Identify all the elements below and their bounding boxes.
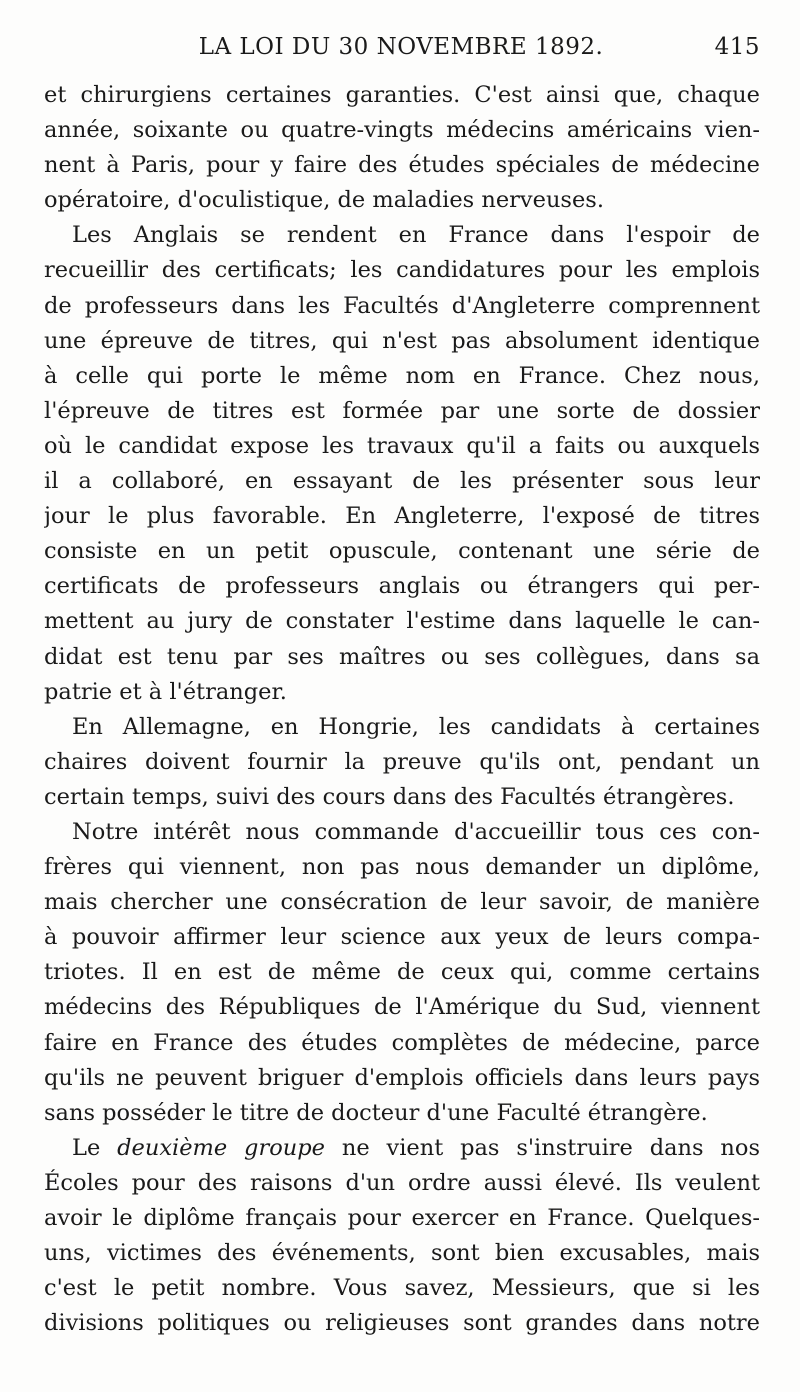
text-line: faire en France des études complètes de médecine, parce [44, 1029, 760, 1056]
text-line: En Allemagne, en Hongrie, les candidats à certaines [72, 713, 760, 740]
text-line: mais chercher une consécration de leur savoir, de manière [44, 889, 760, 916]
italic-text: deuxième groupe [117, 1134, 325, 1161]
text-line: médecins des Républiques de l'Amérique du Sud, viennent [44, 994, 760, 1021]
text-line: mettent au jury de constater l'estime dans laquelle le can- [44, 608, 760, 635]
text-line: certificats de professeurs anglais ou étrangers qui per- [44, 573, 760, 600]
text-line: il a collaboré, en essayant de les présenter sous leur [44, 468, 760, 495]
text-line: triotes. Il en est de même de ceux qui, comme certains [44, 959, 760, 986]
text-line: opératoire, d'oculistique, de maladies nerveuses. [44, 187, 604, 214]
text-line: Notre intérêt nous commande d'accueillir tous ces con- [72, 818, 760, 845]
text-run: Le [72, 1134, 118, 1161]
text-line: consiste en un petit opuscule, contenant une série de [44, 538, 760, 565]
text-line: année, soixante ou quatre-vingts médecins américains vien- [44, 117, 760, 144]
text-line: frères qui viennent, non pas nous demander un diplôme, [44, 854, 760, 881]
text-line: uns, victimes des événements, sont bien excusables, mais [44, 1240, 760, 1267]
text-run: ne vient pas s'instruire dans nos [324, 1134, 760, 1161]
text-line: avoir le diplôme français pour exercer en France. Quelques- [44, 1205, 760, 1231]
text-line: sans posséder le titre de docteur d'une Faculté étrangère. [44, 1099, 708, 1126]
text-line: divisions politiques ou religieuses sont grandes dans notre [44, 1310, 760, 1337]
text-line: didat est tenu par ses maîtres ou ses collègues, dans sa [44, 643, 760, 670]
body-text [44, 78, 760, 1341]
text-line: Écoles pour des raisons d'un ordre aussi élevé. Ils veulent [44, 1169, 760, 1196]
text-line: l'épreuve de titres est formée par une sorte de dossier [44, 397, 760, 424]
page-number: 415 [714, 34, 760, 60]
text-line: c'est le petit nombre. Vous savez, Messieurs, que si les [44, 1275, 760, 1302]
text-line: à celle qui porte le même nom en France. Chez nous, [44, 362, 760, 389]
text-line: une épreuve de titres, qui n'est pas absolument identique [44, 327, 760, 354]
text-line: jour le plus favorable. En Angleterre, l'exposé de titres [44, 503, 760, 530]
text-line: patrie et à l'étranger. [44, 678, 287, 705]
text-line: de professeurs dans les Facultés d'Angleterre comprennent [44, 292, 760, 319]
text-line: et chirurgiens certaines garanties. C'est ainsi que, chaque [44, 82, 760, 108]
text-line: à pouvoir affirmer leur science aux yeux de leurs compa- [44, 924, 760, 951]
text-line: nent à Paris, pour y faire des études spéciales de médecine [44, 152, 760, 179]
text-line [44, 1131, 760, 1166]
text-line: recueillir des certificats; les candidatures pour les emplois [44, 257, 760, 284]
text-line: chaires doivent fournir la preuve qu'ils ont, pendant un [44, 748, 760, 775]
text-line: Les Anglais se rendent en France dans l'espoir de [72, 222, 760, 249]
running-head [42, 30, 760, 64]
text-line: où le candidat expose les travaux qu'il a faits ou auxquels [44, 432, 760, 459]
text-line: qu'ils ne peuvent briguer d'emplois officiels dans leurs pays [44, 1064, 760, 1091]
text-line: certain temps, suivi des cours dans des Facultés étrangères. [44, 783, 735, 810]
running-title: LA LOI DU 30 NOVEMBRE 1892. [198, 34, 604, 60]
